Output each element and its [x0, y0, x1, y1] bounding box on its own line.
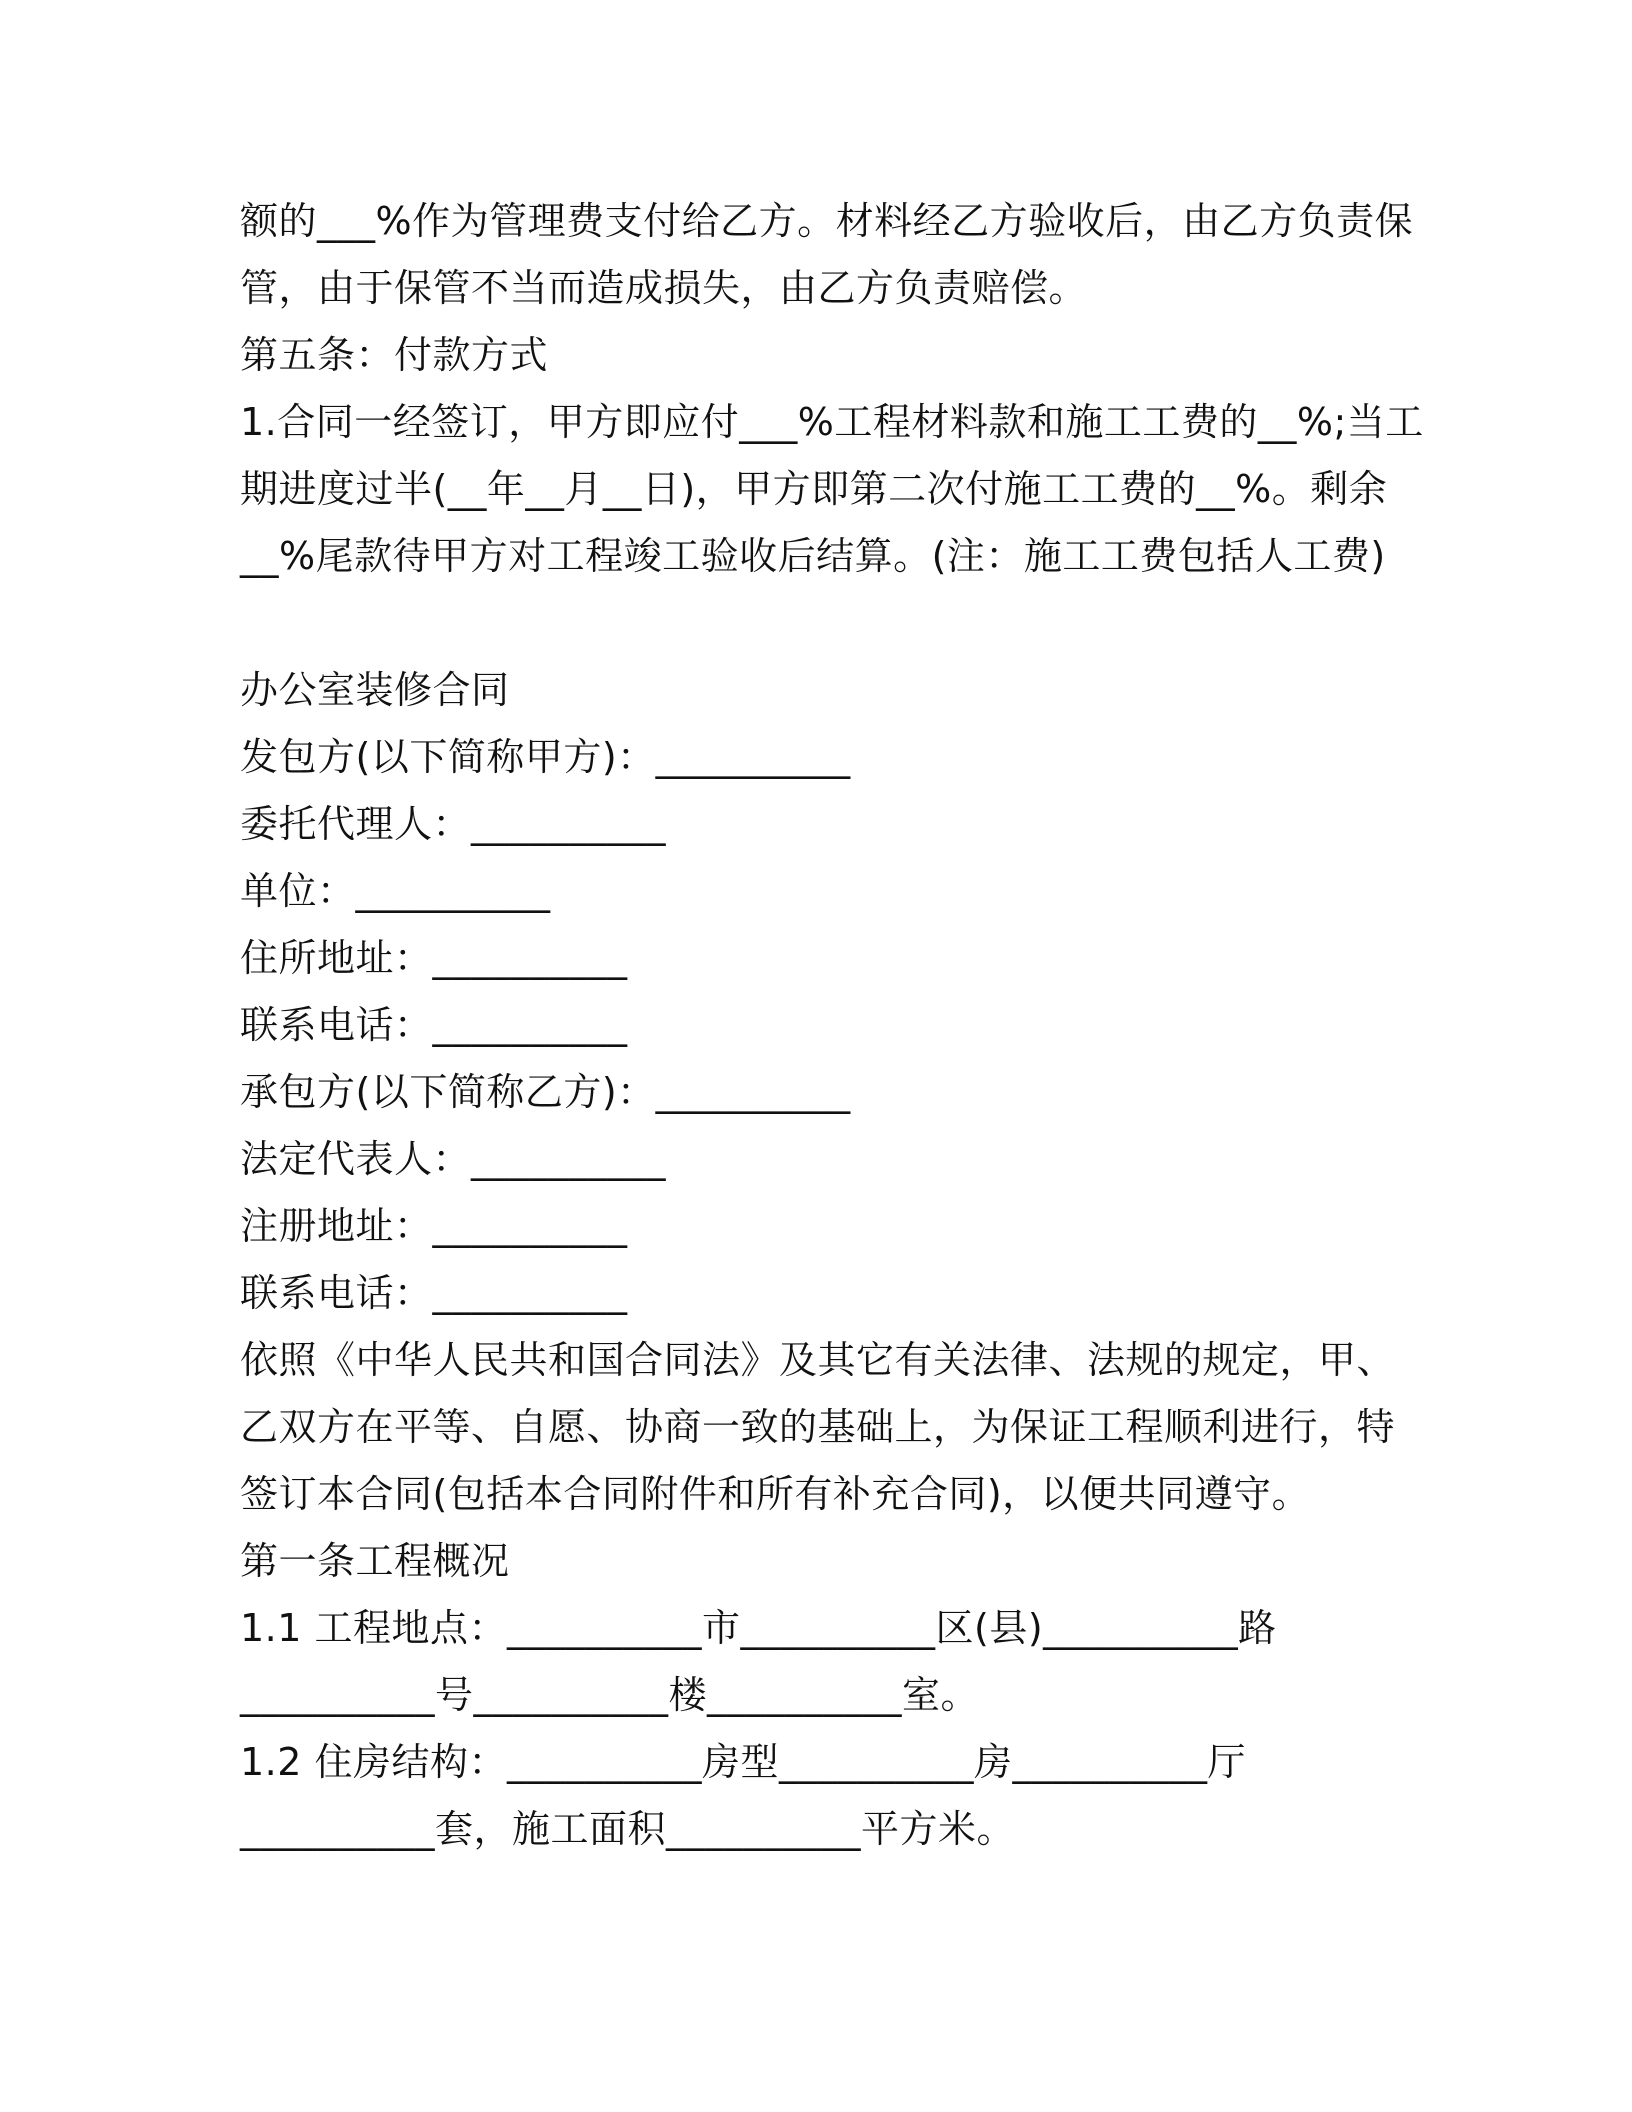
contract-title: 办公室装修合同: [240, 668, 510, 712]
party-a-name-field: 发包方(以下简称甲方)：__________: [240, 735, 851, 779]
party-a-phone-field: 联系电话：__________: [240, 1003, 628, 1047]
party-b-name-field: 承包方(以下简称乙方)：__________: [240, 1070, 851, 1114]
body-text-line: 管，由于保管不当而造成损失，由乙方负责赔偿。: [240, 266, 1088, 310]
body-text-line: __%尾款待甲方对工程竣工验收后结算。(注：施工工费包括人工费): [240, 534, 1386, 578]
party-a-unit-field: 单位：__________: [240, 869, 551, 913]
item-1-1-line: __________号__________楼__________室。: [240, 1673, 980, 1717]
item-1-1-line: 1.1 工程地点：__________市__________区(县)__________路: [240, 1606, 1277, 1650]
document-page: [240, 188, 1424, 1863]
article5-title: 第五条：付款方式: [240, 333, 549, 377]
party-b-representative-field: 法定代表人：__________: [240, 1137, 667, 1181]
body-text-line: 1.合同一经签订，甲方即应付___%工程材料款和施工工费的__%;当工: [240, 400, 1424, 444]
preamble-line: 乙双方在平等、自愿、协商一致的基础上，为保证工程顺利进行，特: [240, 1405, 1396, 1449]
party-b-address-field: 注册地址：__________: [240, 1204, 628, 1248]
preamble-line: 签订本合同(包括本合同附件和所有补充合同)，以便共同遵守。: [240, 1472, 1311, 1516]
party-a-agent-field: 委托代理人：__________: [240, 802, 667, 846]
party-b-phone-field: 联系电话：__________: [240, 1271, 628, 1315]
blank-line: [240, 590, 1400, 657]
article1-title: 第一条工程概况: [240, 1539, 510, 1583]
body-text-line: 额的___%作为管理费支付给乙方。材料经乙方验收后，由乙方负责保: [240, 199, 1414, 243]
item-1-2-line: __________套，施工面积__________平方米。: [240, 1807, 1016, 1851]
item-1-2-line: 1.2 住房结构：__________房型__________房__________厅: [240, 1740, 1247, 1784]
preamble-line: 依照《中华人民共和国合同法》及其它有关法律、法规的规定，甲、: [240, 1338, 1396, 1382]
body-text-line: 期进度过半(__年__月__日)，甲方即第二次付施工工费的__%。剩余: [240, 467, 1388, 511]
party-a-address-field: 住所地址：__________: [240, 936, 628, 980]
